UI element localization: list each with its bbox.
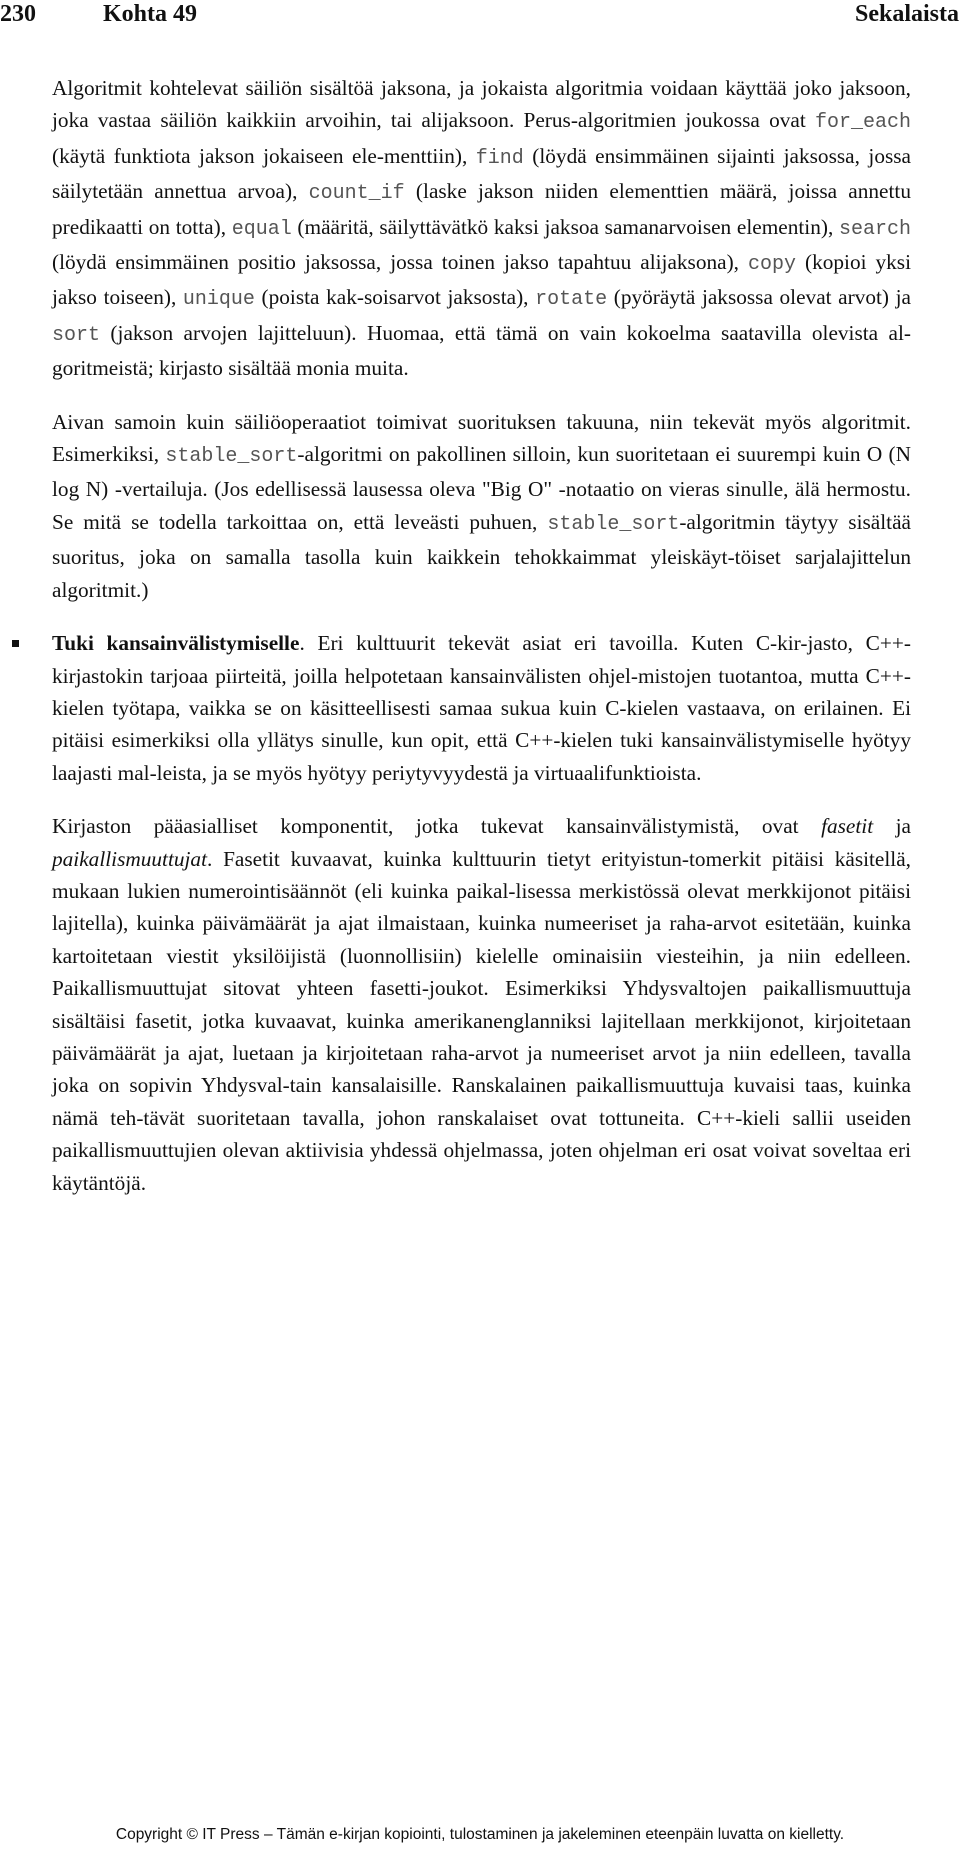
bullet-lead: Tuki kansainvälistymiselle xyxy=(52,631,300,656)
code-stable-sort: stable_sort xyxy=(547,512,680,536)
text-run: Aivan samoin kuin säiliöoperaatiot toimivat suorituksen takuuna, niin tekevät myös algoritmit. Esimerkiksi, xyxy=(52,409,911,467)
code-copy: copy xyxy=(748,253,797,277)
code-stable-sort: stable_sort xyxy=(165,445,298,469)
code-count-if: count_if xyxy=(308,182,405,206)
text-run: (laske jakson niiden elementtien määrä, joissa annettu predikaatti on totta), xyxy=(52,179,911,239)
code-rotate: rotate xyxy=(535,288,608,312)
section-title: Sekalaista xyxy=(854,1,959,27)
text-run: (määritä, säilyttävätkö kaksi jaksoa samanarvoisen elementin), xyxy=(291,214,839,239)
code-for-each: for_each xyxy=(814,111,911,135)
code-find: find xyxy=(475,146,524,170)
paragraph-algorithms xyxy=(52,72,911,385)
code-unique: unique xyxy=(182,288,255,312)
code-sort: sort xyxy=(52,323,101,347)
page-number: 230 xyxy=(0,1,36,27)
text-run: Algoritmit kohtelevat säiliön sisältöä jaksona, ja jokaista algoritmia voidaan käyttää joko jaksoon, joka vastaa säiliön kaikkiin arvoihin, tai alijaksoon. Perus-algoritmien joukossa ovat xyxy=(52,76,911,133)
text-run: -algoritmi on pakollinen silloin, kun suoritetaan ei suurempi kuin O (N log N) -vertailuja. (Jos edellisessä lausessa oleva "Big O" -notaatio on vieras sinulle, älä hermostu. Se mitä se todella tarkoittaa on, että leveästi puhuen, xyxy=(52,442,911,534)
bullet-internationalization xyxy=(52,627,911,789)
text-run: (käytä funktiota jakson jokaiseen ele-menttiin), xyxy=(52,143,476,168)
term-locales: paikallismuuttujat xyxy=(52,846,207,871)
code-equal: equal xyxy=(231,217,292,241)
page-body xyxy=(52,72,911,1220)
text-run: (poista kak-soisarvot jaksosta), xyxy=(254,285,536,310)
text-run: (kopioi yksi jakso toiseen), xyxy=(52,250,912,310)
text-run: -algoritmin täytyy sisältää suoritus, joka on samalla tasolla kuin kaikkein tehokkaimmat yleiskäyt-töiset sarjalajittelun algoritmit.) xyxy=(52,509,911,602)
term-facets: fasetit xyxy=(821,814,874,839)
text-run: (löydä ensimmäinen sijainti jaksossa, jossa säilytetään annettua arvoa), xyxy=(52,143,911,204)
text-run: (pyöräytä jaksossa olevat arvot) ja xyxy=(607,285,912,310)
paragraph-facets-locales xyxy=(52,810,911,1199)
text-run: ja xyxy=(873,814,911,839)
code-search: search xyxy=(838,217,911,241)
text-run: (jakson arvojen lajitteluun). Huomaa, että tämä on vain kokoelma saatavilla olevista al-goritmeistä; kirjasto sisältää monia muita. xyxy=(52,320,911,381)
chapter-title: Kohta 49 xyxy=(103,1,198,27)
text-run: Kirjaston pääasialliset komponentit, jotka tukevat kansainvälistymistä, ovat xyxy=(52,814,822,839)
text-run: (löydä ensimmäinen positio jaksossa, jossa toinen jakso tapahtuu alijaksona), xyxy=(52,250,748,275)
copyright-footer: Copyright © IT Press – Tämän e-kirjan kopiointi, tulostaminen ja jakeleminen eteenpäin luvatta on kielletty. xyxy=(115,1826,845,1843)
text-run: . Fasetit kuvaavat, kuinka kulttuurin tietyt erityistun-tomerkit pitäisi käsitellä, mukaan lukien numerointisäännöt (eli kuinka paikal-lisessa merkistössä olevat merkkijonot pitäisi lajitella), kuinka päivämäärät ja ajat ilmaistaan, kuinka numeeriset ja raha-arvot esitetään, kuinka kartoitetaan viestit yksilöijistä (luonnollisiin) kielelle ominaisiin viesteihin, ja niin edelleen. Paikallismuuttujat sitovat yhteen fasetti-joukot. Esimerkiksi Yhdysvaltojen paikallismuuttuja sisältäisi fasetit, jotka kuvaavat, kuinka amerikanenglanniksi lajitellaan merkkijonot, kirjoitetaan päivämäärät ja ajat, luetaan ja kirjoitetaan raha-arvot ja numeeriset arvot ja niin edelleen, tavalla joka on sopivin Yhdysval-tain kansalaisille. Ranskalainen paikallismuuttuja kuvaisi taas, kuinka nämä teh-tävät suoritetaan tavalla, johon ranskalaiset ovat tottuneita. C++-kieli sallii useiden paikallismuuttujien olevan aktiivisia yhdessä ohjelmassa, joten ohjelman eri osat voivat soveltaa eri käytäntöjä. xyxy=(52,846,911,1195)
page-header xyxy=(0,0,960,30)
text-run: . Eri kulttuurit tekevät asiat eri tavoilla. Kuten C-kir-jasto, C++-kirjastokin tarjoaa piirteitä, joilla helpotetaan kansainvälisten ohjel-mistojen tuotantoa, mutta C++-kielen työtapa, vaikka se on käsitteellisesti samaa sukua kuin C-kielen vastaava, on erilainen. Ei pitäisi esimerkiksi olla yllätys sinulle, kun opit, että C++-kielen tuki kansainvälistymiselle hyötyy laajasti mal-leista, ja se myös hyötyy periytyvyydestä ja virtuaalifunktioista. xyxy=(52,631,912,785)
bullet-square-icon xyxy=(12,640,19,647)
paragraph-performance xyxy=(52,406,911,606)
